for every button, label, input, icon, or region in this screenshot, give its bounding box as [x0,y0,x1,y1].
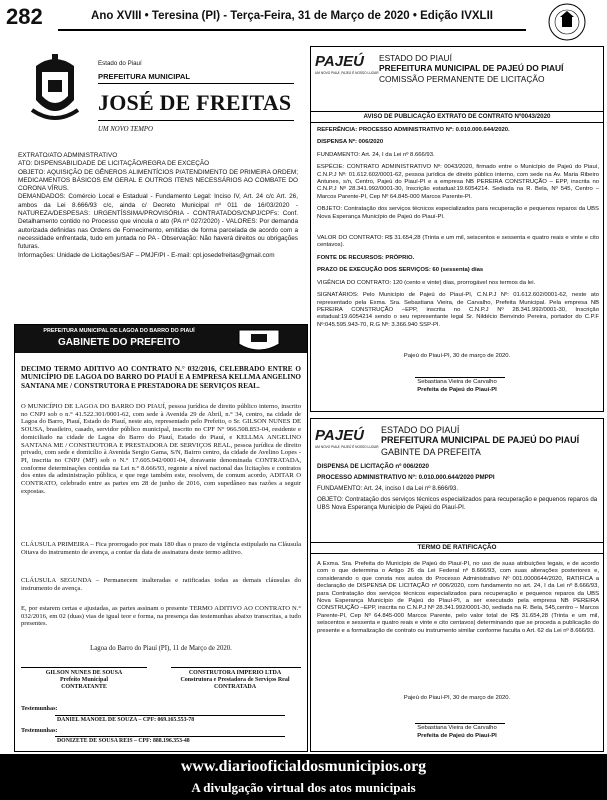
lagoa-banner-gab: GABINETE DO PREFEITO [57,337,181,348]
lagoa-sig1 [21,670,147,691]
lagoa-testemunhas-label-2: Testemunhas: [21,727,58,734]
page-number: 282 [6,4,43,29]
lagoa-p3: CLÁUSULA SEGUNDA – Permanecem inalteradas e ratificadas todas as demais cláusulas do instrumento de avença. [21,577,301,592]
pajeu1-vigencia: VIGÊNCIA DO CONTRATO: 120 (cento e vinte) dias, prorrogável nos termos da lei. [317,279,536,286]
pajeu-state: ESTADO DO PIAUÍ [379,53,452,63]
coat-of-arms-icon [28,52,82,130]
divider [311,122,603,123]
lagoa-banner-pref: PREFEITURA MUNICIPAL DE LAGOA DO BARRO DO PIAUÍ [43,328,195,334]
divider [55,736,285,737]
pajeu2-logo: PAJEÚ [315,427,364,444]
pajeu-pref: PREFEITURA MUNICIPAL DE PAJEÚ DO PIAUÍ [379,63,564,73]
lagoa-testemunhas-label: Testemunhas: [21,705,58,712]
pajeu1-body [317,127,599,329]
pajeu2-logo-sub: UM NOVO PIAUÍ, PAJEÚ É NOSSO LUGAR [315,445,379,449]
sig1-role: Prefeito Municipal [59,677,109,683]
divider [311,111,603,112]
pajeu-dept: COMISSÃO PERMANENTE DE LICITAÇÃO [379,74,545,84]
pajeu2-objeto: OBJETO: Contratação dos serviços técnicos especializados para recuperação e pequenos reparos da UBS Nova Esperança Município de Pajeú do Piauí-PI. [317,496,598,511]
jose-de-freitas-notice [14,48,301,318]
sig2-name: CONSTRUTORA IMPERIO LTDA [188,670,282,676]
sig2-role: Construtora e Prestadora de Serviços Real [180,677,290,683]
header-title: Ano XVIII • Teresina (PI) - Terça-Feira, 31 de Março de 2020 • Edição IVXLII [91,10,493,22]
header-bar [58,9,526,31]
page-header [0,0,607,40]
divider [98,83,294,84]
pajeu1-ref: REFERÊNCIA: PROCESSO ADMINISTRATIVO Nº: 0.010.000.644/2020. [317,127,510,133]
pajeu2-date: Pajeú do Piauí-PI, 30 de março de 2020. [403,695,511,701]
jose-state: Estado do Piauí [98,60,142,67]
lagoa-witness1: DANIEL MANOEL DE SOUZA – CPF: 069.165.553-78 [57,717,195,723]
divider [98,120,294,121]
lagoa-title: DECIMO TERMO ADITIVO AO CONTRATO N.° 032/2016, CELEBRADO ENTRE O MUNICÍPIO DE LAGOA DO BARRO DO PIAUÍ E A EMPRESA KELLMA ANGELINO SANTANA ME / CONSTRUTORA E PRESTADORA DE SERVIÇOS REAL. [21,365,301,390]
pajeu2-head [317,463,599,512]
divider [415,723,505,724]
jose-prefeitura: PREFEITURA MUNICIPAL [98,72,190,81]
pajeu1-sign: SIGNATÁRIOS: Pelo Município de Pajeú do Piauí-PI, C.N.P.J Nº: 01.612.602/0001-62, neste ato representado pela Exma. Sra. Sebastiana Vieira, de Carvalho, Prefeita Municipal. Pela empresa NB PEREIRA CONSTRUÇÃO –EPP, inscrita no C.N.P.J Nº 28.341.992/0001-30, Inscrição estadual:19.6054214 sendo o seu representante legal Sr. Nildécio Benvindo Pereira, portador do C.P.F Nº:045.595.943-70, R.G Nº: 3.366.940 SSP-PI. [317,292,599,328]
jose-coat-of-arms [28,52,82,130]
jose-line: ATO: DISPENSABILIDADE DE LICITAÇÃO/REGRA DE EXCEÇÃO [18,160,210,168]
sig1-party: CONTRATANTE [61,684,107,690]
sig2-party: CONTRATADA [213,684,257,690]
page-footer [0,754,607,800]
pajeu2-disp: DISPENSA DE LICITAÇÃO nº 006/2020 [317,463,429,470]
pajeu2-sig-role: Prefeita de Pajeú do Piauí-PI [417,733,497,739]
divider [311,553,603,554]
jose-line: OBJETO: AQUISIÇÃO DE GÊNEROS ALIMENTÍCIOS P/ATENDIMENTO DE PRIMEIRA ORDEM; MEDICAMENTOS BÁSICOS EM GERAL E OUTROS ITENS NECESSÁRIOS AO COMBATE DO CORONA VÍRUS. [18,168,298,193]
lagoa-p2: CLÁUSULA PRIMEIRA – Fica prorrogado por mais 180 dias o prazo de vigência estipulado na Cláusula Oitava do instrumento de avença, a contar da data de assinatura deste termo aditivo. [21,541,301,556]
pajeu1-sig-name: Sebastiana Vieira de Carvalho [417,379,497,385]
lagoa-crest-icon [229,326,289,356]
pajeu1-date: Pajeú do Piauí-PI, 30 de março de 2020. [403,353,511,359]
lagoa-witness2: DONIZETE DE SOUSA REIS – CPF: 888.196.353-48 [57,738,190,744]
seal-icon [532,2,602,42]
jose-motto: UM NOVO TEMPO [98,126,153,133]
lagoa-sig2 [165,670,305,691]
pajeu1-fonte: FONTE DE RECURSOS: PRÓPRIO. [317,254,415,261]
pajeu2-pref: PREFEITURA MUNICIPAL DE PAJEÚ DO PIAUÍ [381,435,580,445]
pajeu2-dept: GABINTE DA PREFEITA [381,447,481,457]
pajeu2-sig-name: Sebastiana Vieira de Carvalho [417,725,497,731]
jose-city-name: JOSÉ DE FREITAS [98,90,292,115]
pajeu-notice-title: AVISO DE PUBLICAÇÃO EXTRATO DE CONTRATO Nº0043/2020 [363,113,551,120]
divider [55,715,285,716]
divider [171,667,301,668]
lagoa-p4: E, por estarem certas e ajustadas, as partes assinam o presente TERMO ADITIVO AO CONTRATO N.° 032/2016, em 02 (duas) vias de igual teor e forma, na presença das testemunhas abaixo transcritas, a tudo presentes. [21,605,301,628]
pajeu1-prazo: PRAZO DE EXECUÇÃO DOS SERVIÇOS: 60 (sessenta) dias [317,267,484,274]
pajeu2-state: ESTADO DO PIAUÍ [381,425,460,435]
lagoa-p1: O MUNICÍPIO DE LAGOA DO BARRO DO PIAUÍ, pessoa jurídica de direito público interno, inscrito no CNPJ sob o n.° 41.522.301/0001-62, com sede à Avenida 29 de Abril, n.° 34, centro, na cidade de Lagoa do Barro, Piauí, Estado do Piauí, neste ato, representado pelo Prefeito, o Sr. GILSON NUNES DE SOUSA, brasileiro, casado, servidor público municipal, inscrito no CPF N° 966.508.853-04, residente e domiciliado na cidade de Lagoa do Barro do Piauí, Estado do Piauí, e KELLMA ANGELINO SANTANA ME / CONSTRUTORA E PRESTADORA DE SERVIÇOS REAL, pessoa jurídica de direito privado, com sede e domicílio à Avenida Sergio Gama, S/N, Bairro centro, da cidade de Avelino Lopes - PI, inscrita no CNPJ (MF) sob o N.° 17.605.942/0001-04, doravante denominada CONTRATADA, conforme determinações contidas na Lei n.° 8.666/93, regente a nível nacional das licitações e contratos dos entes da administração pública, e que rege também este, resolvem, de comum acordo, ADITAR O CONTRATO, celebrado entre as partes em 28 de junho de 2016, com supedâneo nas razões a seguir expostas. [21,403,301,495]
sig1-name: GILSON NUNES DE SOUSA [45,670,123,676]
jose-body [18,152,298,260]
pajeu-ratification-notice [310,418,604,752]
pajeu2-fund: FUNDAMENTO: Art. 24, inciso I da Lei nº 8.666/93. [317,485,459,492]
footer-url[interactable]: www.diariooficialdosmunicipios.org [180,758,427,775]
jose-line: DEMANDADOS: Comércio Local e Estadual - Fundamento Legal: Inciso IV, Art. 24 c/c Art. 26, ambos da Lei 8.666/93 c/c, ainda c/ Decreto Municipal nº 011 de 16/03/2020 - NATUREZA/DESPESAS: URGENTÍSSIMA/PROVISÓRIA - CONTRATADOS/CNPJ/CPFs: Conf. Detalhamento contido no Processo que vincula o ato (PA nº 027/2020) - VALORES: Por demanda autorizada definidas nas Ordens de Fornecimento, emitidas de forma parcelada de acordo com a necessidade enfrentada, tudo em juntada no PA - Observação: Não haverá direitos ou obrigações futuras. [18,193,298,251]
divider [415,377,505,378]
jose-line: EXTRATO/ATO ADMINISTRATIVO [18,152,118,159]
pajeu-contract-notice [310,46,604,412]
diario-seal [532,2,602,42]
jose-line: Informações: Unidade de Licitações/SAF – PMJF/PI - E-mail: cpl.josedefreitas@gmail.com [18,251,275,259]
pajeu1-sig-role: Prefeita de Pajeú do Piauí-PI [417,387,497,393]
pajeu1-disp: DISPENSA Nº: 006/2020 [317,139,384,146]
pajeu1-fund: FUNDAMENTO: Art. 24, I da Lei nº 8.666/93. [317,151,435,158]
pajeu1-especie: ESPÉCIE: CONTRATO ADMINISTRATIVO Nº: 0043/2020, firmado entre o Município de Pajeú do Piauí, C.N.P.J Nº: 01.612.602/0001-62, pessoa jurídica de direito público interno, com sede na Av. Maria Ribeiro Antunes, s/n, Centro, Pajeú do Piauí-PI e a empresa NB PEREIRA CONSTRUÇÃO – EPP, inscrita no C.N.P.J Nº 28.341.992/0001-30, Inscrição estadual:19.6054214. Sediada na R. Bela, Nº 545, Centro – Marcos Parente-PI, Cep Nº 64.845-000 Marcos Parente-PI. [317,164,599,200]
pajeu-logo-sub: UM NOVO PIAUÍ, PAJEÚ É NOSSO LUGAR [315,71,379,75]
pajeu-logo: PAJEÚ [315,53,364,70]
divider [21,667,147,668]
divider [311,542,603,543]
footer-tagline: A divulgação virtual dos atos municipais [191,780,416,795]
lagoa-notice [14,324,308,752]
pajeu2-proc: PROCESSO ADMINISTRATIVO Nº: 0.010.000.644/2020 PMPPI [317,474,495,481]
lagoa-banner [15,325,307,353]
pajeu2-body: A Exma. Sra. Prefeita do Município de Pajeú do Piauí-PI, no uso de suas atribuições legais, e de acordo com o que determina o Artigo 26 da Lei Federal nº 8.666/93, com suas alterações posteriores e, considerando o que consta nos autos do Processo Administrativo Nº 001.0000644/2020, RATIFICA a declaração de DISPENSA DE LICITAÇÃO nº 006/2020, com fundamento no art. 24, I da Lei nº 8.666/93, para Contratação dos serviços técnicos especializados para recuperação e pequenos reparos da UBS Nova Esperança Município de Pajeú do Piauí-PI, a ser executado pela empresa NB PEREIRA CONSTRUÇÃO –EPP, inscrita no C.N.P.J Nº 28.341.992/0001-30, sediada na R. Bela, 545,centro – Marcos Parente-PI, Cep Nº 64.845-000 Marcos Parente, pelo valor total de R$ 31.654,28 (Trinta e um mil, seiscentos e sessenta e quatro reais e vinte e cito centavos) determinando que se proceda a publicação do presente e a formalização de contrato ou instrumento similar conforme faculta o Art. 62 da Lei nº 8.666/93. [317,561,599,634]
pajeu1-objeto: OBJETO: Contratação dos serviços técnicos especializados para recuperação e pequenos reparos da UBS Nova Esperança Município de Pajeú do Piauí-PI. [317,206,599,220]
pajeu2-term-title: TERMO DE RATIFICAÇÃO [417,544,497,551]
lagoa-date: Lagoa do Barro do Piauí (PI), 11 de Março de 2020. [90,645,232,652]
pajeu1-valor: VALOR DO CONTRATO: R$ 31.654,28 (Trinta e um mil, seiscentos e sessenta e quatro reais e vinte e cito centavos). [317,235,599,249]
